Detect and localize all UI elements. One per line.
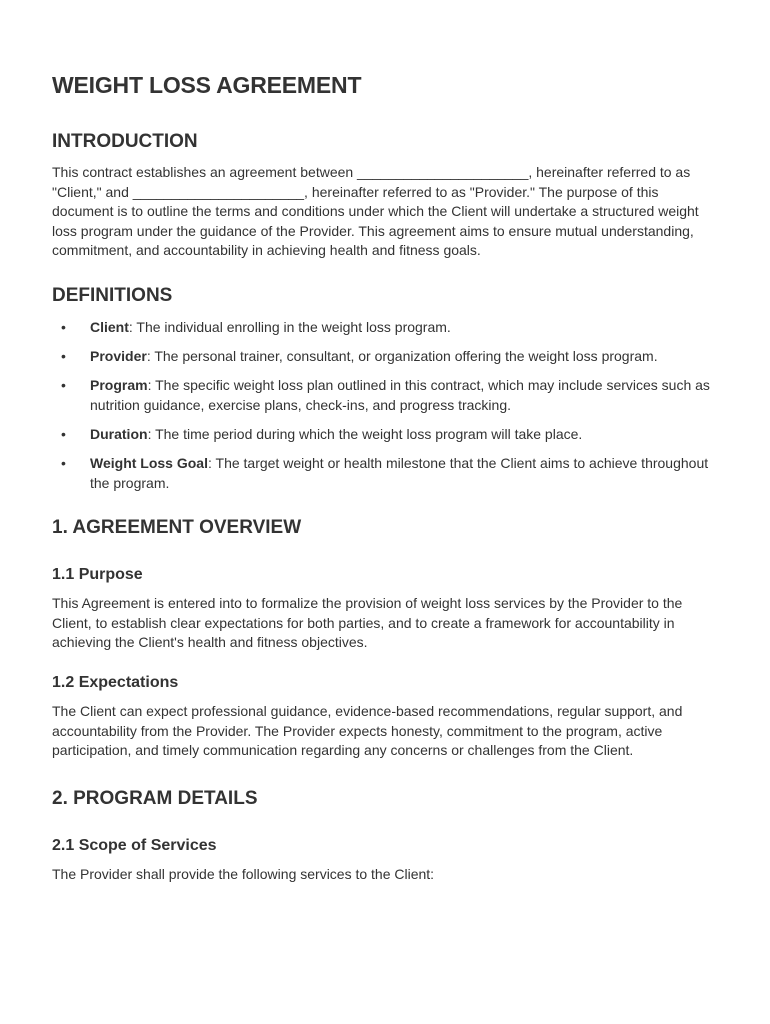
definition-item-client bbox=[52, 318, 722, 338]
definition-text: : The target weight or health milestone that the Client aims to achieve throughout the program. bbox=[90, 454, 709, 491]
bullet-icon: • bbox=[61, 425, 66, 442]
section-2-heading: 2. PROGRAM DETAILS bbox=[52, 787, 258, 809]
definition-text: : The individual enrolling in the weight loss program. bbox=[128, 318, 451, 335]
document-page bbox=[52, 70, 722, 884]
section-1-heading: 1. AGREEMENT OVERVIEW bbox=[52, 517, 302, 539]
document-title: WEIGHT LOSS AGREEMENT bbox=[52, 72, 362, 98]
definition-term: Provider bbox=[90, 348, 147, 365]
section-1-2-heading: 1.2 Expectations bbox=[52, 673, 179, 691]
bullet-icon: • bbox=[61, 377, 66, 394]
introduction-paragraph: This contract establishes an agreement between ______________________, hereinafter referred to as "Client," and ______________________, hereinafter referred to as "Provider." The purpose of this document is to outline the terms and conditions under which the Client will undertake a structured weight loss program under the guidance of the Provider. This agreement aims to ensure mutual understanding, commitment, and accountability in achieving health and fitness goals. bbox=[52, 164, 699, 259]
definition-item-weight-loss-goal bbox=[52, 454, 722, 493]
definition-term: Duration bbox=[90, 425, 148, 442]
bullet-icon: • bbox=[61, 348, 66, 365]
definition-text: : The specific weight loss plan outlined in this contract, which may include services such as nutrition guidance, exercise plans, check-ins, and progress tracking. bbox=[90, 377, 710, 413]
bullet-icon: • bbox=[61, 318, 66, 335]
section-1-2-paragraph: The Client can expect professional guidance, evidence-based recommendations, regular support, and accountability from the Provider. The Provider expects honesty, commitment to the program, active participation, and timely communication regarding any concerns or challenges from the Client. bbox=[52, 702, 683, 759]
definition-item-duration bbox=[52, 425, 722, 445]
definitions-heading: DEFINITIONS bbox=[52, 284, 173, 306]
definition-item-provider bbox=[52, 347, 722, 367]
section-1-1-paragraph: This Agreement is entered into to formalize the provision of weight loss services by the Provider to the Client, to establish clear expectations for both parties, and to create a framework for accountability in achieving the Client's health and fitness objectives. bbox=[52, 595, 683, 651]
section-2-1-paragraph: The Provider shall provide the following services to the Client: bbox=[52, 865, 435, 882]
bullet-icon: • bbox=[61, 454, 66, 471]
definition-term: Client bbox=[90, 318, 129, 335]
definition-text: : The time period during which the weight loss program will take place. bbox=[147, 425, 583, 442]
definitions-list bbox=[52, 318, 722, 493]
definition-term: Program bbox=[90, 377, 148, 394]
introduction-heading: INTRODUCTION bbox=[52, 131, 198, 152]
definition-text: : The personal trainer, consultant, or organization offering the weight loss program. bbox=[146, 348, 658, 365]
section-2-1-heading: 2.1 Scope of Services bbox=[52, 836, 217, 854]
section-1-1-heading: 1.1 Purpose bbox=[52, 566, 143, 584]
definition-item-program bbox=[52, 376, 722, 415]
definition-term: Weight Loss Goal bbox=[90, 454, 208, 471]
